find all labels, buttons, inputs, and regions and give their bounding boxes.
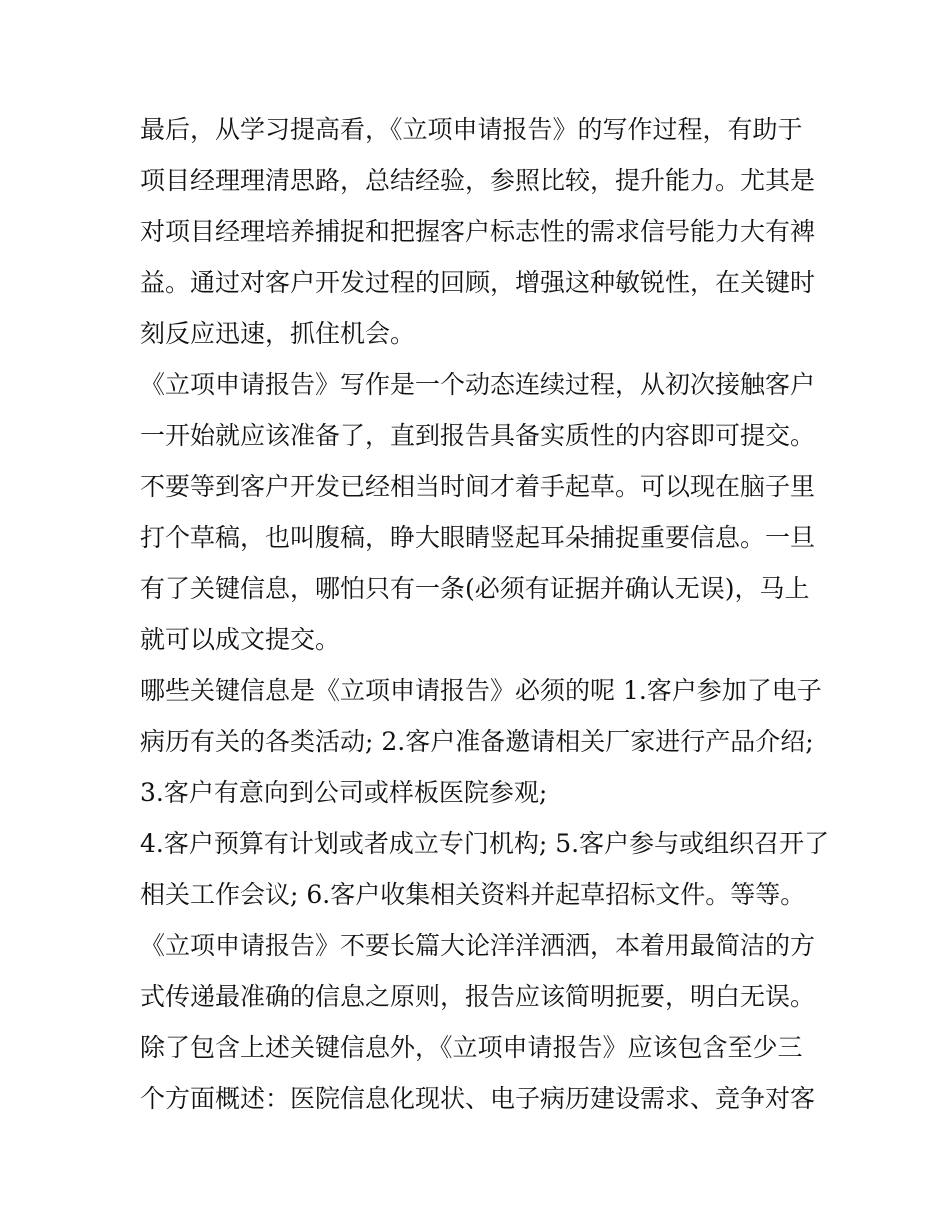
text-line: 就可以成文提交。 bbox=[140, 625, 341, 654]
text-line: 一开始就应该准备了，直到报告具备实质性的内容即可提交。 bbox=[140, 421, 816, 450]
text-line: 哪些关键信息是《立项申请报告》必须的呢 1.客户参加了电子 bbox=[140, 676, 822, 705]
text-line: 项目经理理清思路，总结经验，参照比较，提升能力。尤其是 bbox=[140, 166, 816, 195]
text-line: 不要等到客户开发已经相当时间才着手起草。可以现在脑子里 bbox=[140, 472, 816, 501]
text-line: 3.客户有意向到公司或样板医院参观; bbox=[140, 778, 548, 807]
text-line: 《立项申请报告》不要长篇大论洋洋洒洒，本着用最简洁的方 bbox=[140, 931, 816, 960]
text-line: 有了关键信息，哪怕只有一条(必须有证据并确认无误)，马上 bbox=[140, 574, 810, 603]
text-line: 益。通过对客户开发过程的回顾，增强这种敏锐性，在关键时 bbox=[140, 268, 816, 297]
document-body bbox=[140, 104, 830, 1124]
text-line: 除了包含上述关键信息外，《立项申请报告》应该包含至少三 bbox=[140, 1033, 803, 1062]
text-line: 相关工作会议; 6.客户收集相关资料并起草招标文件。等等。 bbox=[140, 880, 806, 909]
text-line: 对项目经理培养捕捉和把握客户标志性的需求信号能力大有裨 bbox=[140, 217, 816, 246]
text-line: 个方面概述：医院信息化现状、电子病历建设需求、竞争对客 bbox=[140, 1084, 816, 1113]
text-line: 打个草稿，也叫腹稿，睁大眼睛竖起耳朵捕捉重要信息。一旦 bbox=[140, 523, 816, 552]
text-line: 最后，从学习提高看，《立项申请报告》的写作过程，有助于 bbox=[140, 115, 803, 144]
text-line: 式传递最准确的信息之原则，报告应该简明扼要，明白无误。 bbox=[140, 982, 816, 1011]
text-line: 4.客户预算有计划或者成立专门机构; 5.客户参与或组织召开了 bbox=[140, 829, 830, 858]
text-line: 病历有关的各类活动; 2.客户准备邀请相关厂家进行产品介绍; bbox=[140, 727, 814, 756]
text-line: 刻反应迅速，抓住机会。 bbox=[140, 319, 416, 348]
text-line: 《立项申请报告》写作是一个动态连续过程，从初次接触客户 bbox=[140, 370, 816, 399]
